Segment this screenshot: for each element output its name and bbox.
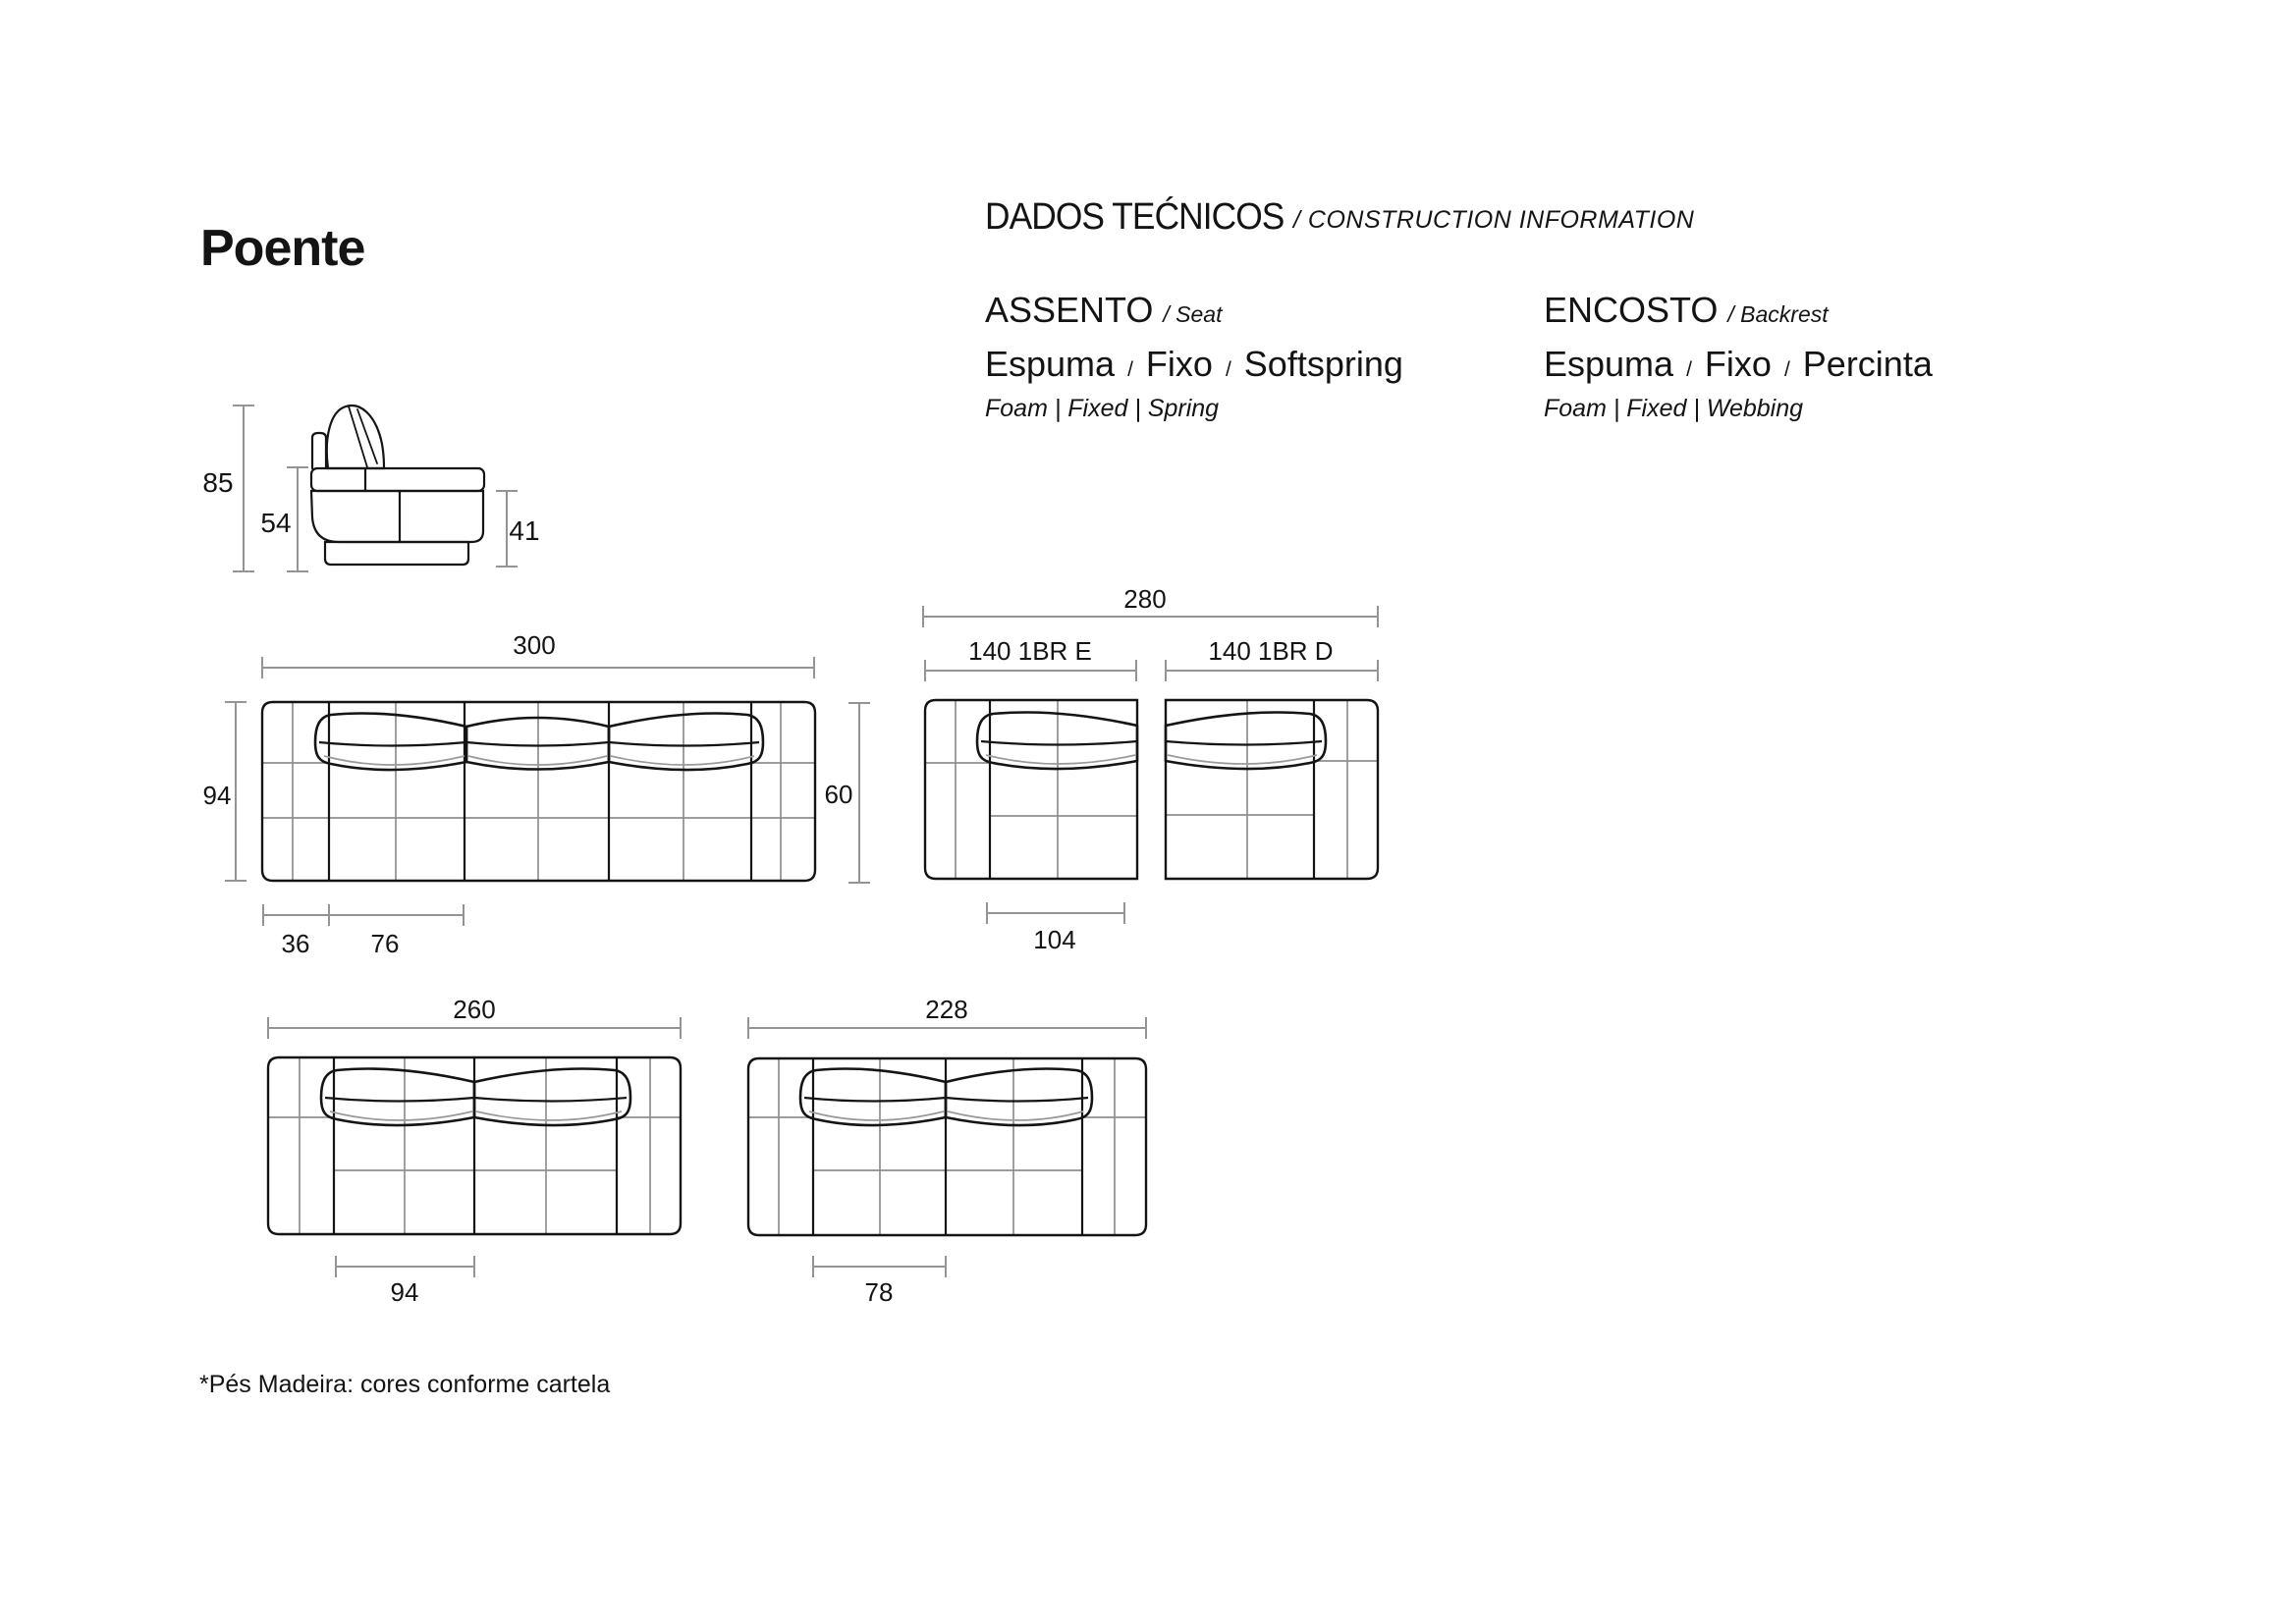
backrest-label-en: / Backrest (1727, 301, 1829, 327)
sofa-300-top-view (262, 702, 815, 881)
dim-sofa300-seat-width: 76 (370, 929, 400, 958)
side-pillow-seam (349, 406, 377, 467)
dim-sofa300-depth: 94 (202, 781, 232, 810)
module-right-label: 140 1BR D (1208, 636, 1334, 666)
backrest-materials-en: Foam | Fixed | Webbing (1544, 395, 1804, 422)
seat-label-pt: ASSENTO (985, 290, 1154, 330)
module-left-label: 140 1BR E (968, 636, 1092, 666)
side-armrest (312, 433, 326, 468)
seat-material-fixed: Fixo (1145, 344, 1213, 384)
backrest-label-pt: ENCOSTO (1544, 290, 1719, 330)
module-140-1br-d-top-view (1166, 700, 1378, 879)
separator: / (1127, 358, 1133, 381)
dim-sofa300-width: 300 (513, 630, 556, 660)
section-subtitle: / CONSTRUCTION INFORMATION (1293, 206, 1695, 234)
seat-material-spring: Softspring (1243, 344, 1403, 384)
dim-sofa260-width: 260 (453, 995, 496, 1024)
side-body (311, 491, 483, 542)
dim-sofa300-arm-width: 36 (281, 929, 310, 958)
separator: / (1225, 358, 1231, 381)
backrest-material-fixed: Fixo (1704, 344, 1772, 384)
dimension-lines (225, 406, 1378, 1277)
sofa-260-top-view (268, 1057, 681, 1234)
dim-sofa280-seat-width: 104 (1033, 925, 1076, 954)
dim-sofa228-width: 228 (925, 995, 968, 1024)
module-140-1br-e-top-view (925, 700, 1137, 879)
side-seat-band (311, 468, 484, 491)
seat-materials-en: Foam | Fixed | Spring (985, 395, 1220, 422)
backrest-material-webbing: Percinta (1802, 344, 1933, 384)
dim-side-total-height: 85 (202, 467, 234, 498)
dim-side-seat-height: 54 (260, 508, 292, 538)
seat-label-en: / Seat (1163, 301, 1223, 327)
dim-sofa228-seat-width: 78 (864, 1277, 894, 1307)
page-title: Poente (200, 219, 365, 277)
separator: / (1783, 358, 1790, 381)
sofa-228-top-view (748, 1058, 1146, 1235)
side-plinth (325, 542, 468, 565)
dim-sofa300-seat-depth: 60 (824, 780, 853, 809)
section-title: DADOS TEĆNICOS (985, 196, 1285, 238)
footnote: *Pés Madeira: cores conforme cartela (199, 1371, 611, 1398)
sofa-top-view-drawings (262, 700, 1378, 1235)
dim-sofa260-seat-width: 94 (390, 1277, 419, 1307)
seat-material-foam: Espuma (985, 344, 1116, 384)
sofa-side-view-drawing (311, 406, 484, 565)
separator: / (1686, 358, 1692, 381)
dim-side-arm-height: 41 (509, 515, 540, 546)
backrest-material-foam: Espuma (1544, 344, 1674, 384)
dim-sofa280-width: 280 (1123, 584, 1167, 614)
